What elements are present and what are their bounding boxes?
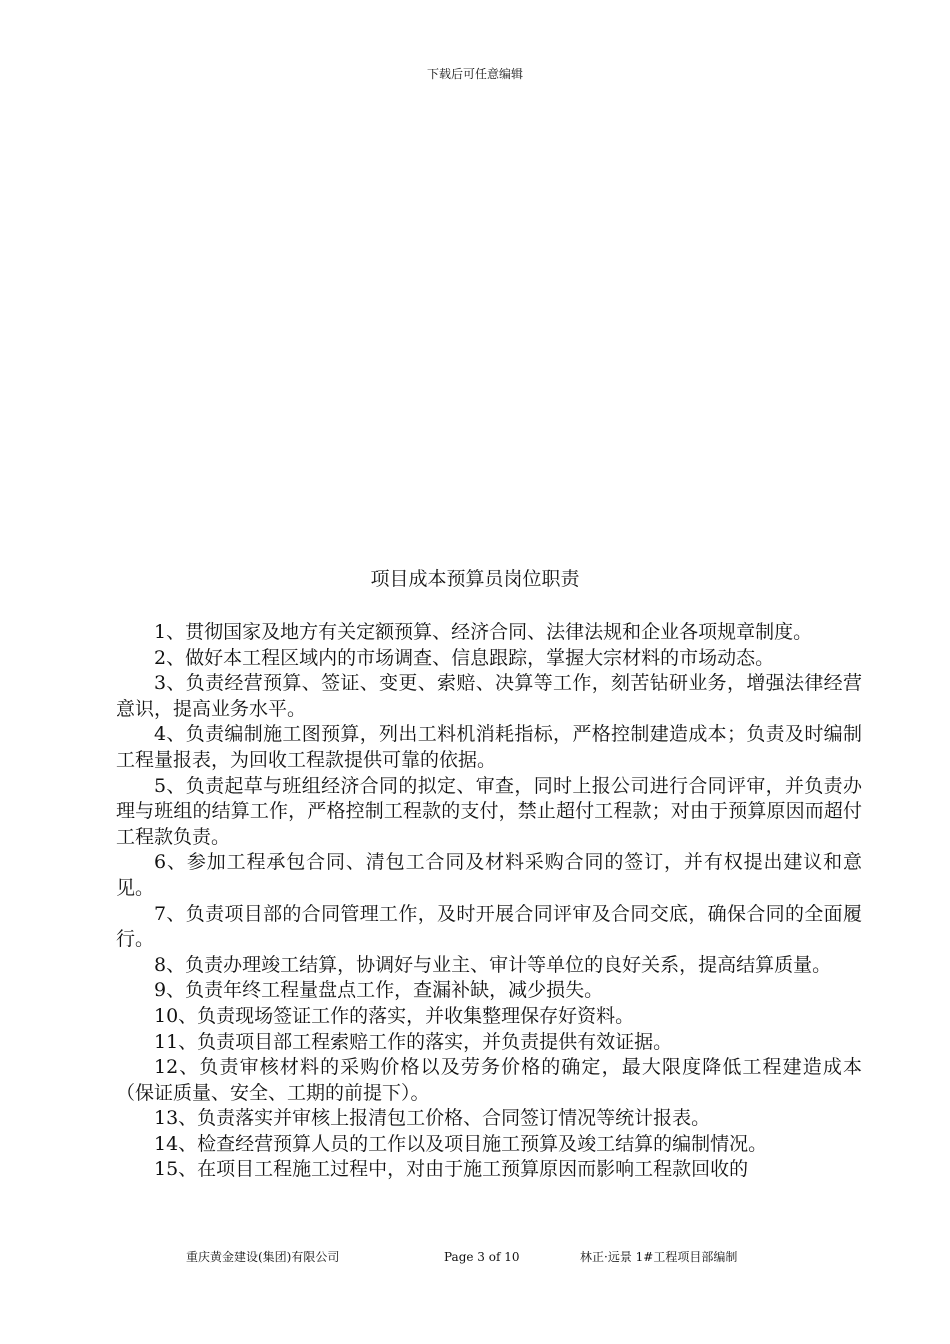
duty-item-1: 1、贯彻国家及地方有关定额预算、经济合同、法律法规和企业各项规章制度。: [154, 621, 813, 643]
duty-item-4: 4、负责编制施工图预算，列出工料机消耗指标，严格控制建造成本；负责及时编制工程量报表，为回收工程款提供可靠的依据。: [116, 723, 862, 771]
duty-item-3: 3、负责经营预算、签证、变更、索赔、决算等工作，刻苦钻研业务，增强法律经营意识，提高业务水平。: [116, 672, 862, 720]
duty-item-12: 12、负责审核材料的采购价格以及劳务价格的确定，最大限度降低工程建造成本（保证质量、安全、工期的前提下）。: [116, 1056, 862, 1104]
duty-item-14: 14、检查经营预算人员的工作以及项目施工预算及竣工结算的编制情况。: [154, 1132, 768, 1155]
duty-item-8: 8、负责办理竣工结算，协调好与业主、审计等单位的良好关系，提高结算质量。: [154, 953, 832, 976]
header-note: 下载后可任意编辑: [426, 67, 523, 81]
duty-item-15: 15、在项目工程施工过程中，对由于施工预算原因而影响工程款回收的: [154, 1158, 749, 1181]
duty-item-11: 11、负责项目部工程索赔工作的落实，并负责提供有效证据。: [154, 1030, 673, 1053]
duty-item-5: 5、负责起草与班组经济合同的拟定、审查，同时上报公司进行合同评审，并负责办理与班组的结算工作，严格控制工程款的支付，禁止超付工程款；对由于预算原因而超付工程款负责。: [116, 774, 862, 848]
page-footer: [0, 1248, 950, 1266]
document-title: 项目成本预算员岗位职责: [370, 568, 580, 590]
duty-item-7: 7、负责项目部的合同管理工作，及时开展合同评审及合同交底，确保合同的全面履行。: [116, 902, 862, 951]
footer-editor: 林正·远景 1#工程项目部编制: [580, 1250, 738, 1264]
duty-item-6: 6、参加工程承包合同、清包工合同及材料采购合同的签订，并有权提出建议和意见。: [116, 851, 862, 899]
footer-page-number: Page 3 of 10: [444, 1250, 520, 1264]
duty-item-2: 2、做好本工程区域内的市场调查、信息跟踪，掌握大宗材料的市场动态。: [154, 646, 775, 669]
duty-item-10: 10、负责现场签证工作的落实，并收集整理保存好资料。: [154, 1004, 635, 1027]
footer-company: 重庆黄金建设(集团)有限公司: [186, 1250, 340, 1264]
duty-item-13: 13、负责落实并审核上报清包工价格、合同签订情况等统计报表。: [154, 1107, 711, 1130]
page-header: [0, 66, 950, 82]
document-body: [116, 620, 862, 1183]
duty-item-9: 9、负责年终工程量盘点工作，查漏补缺，减少损失。: [154, 979, 604, 1002]
